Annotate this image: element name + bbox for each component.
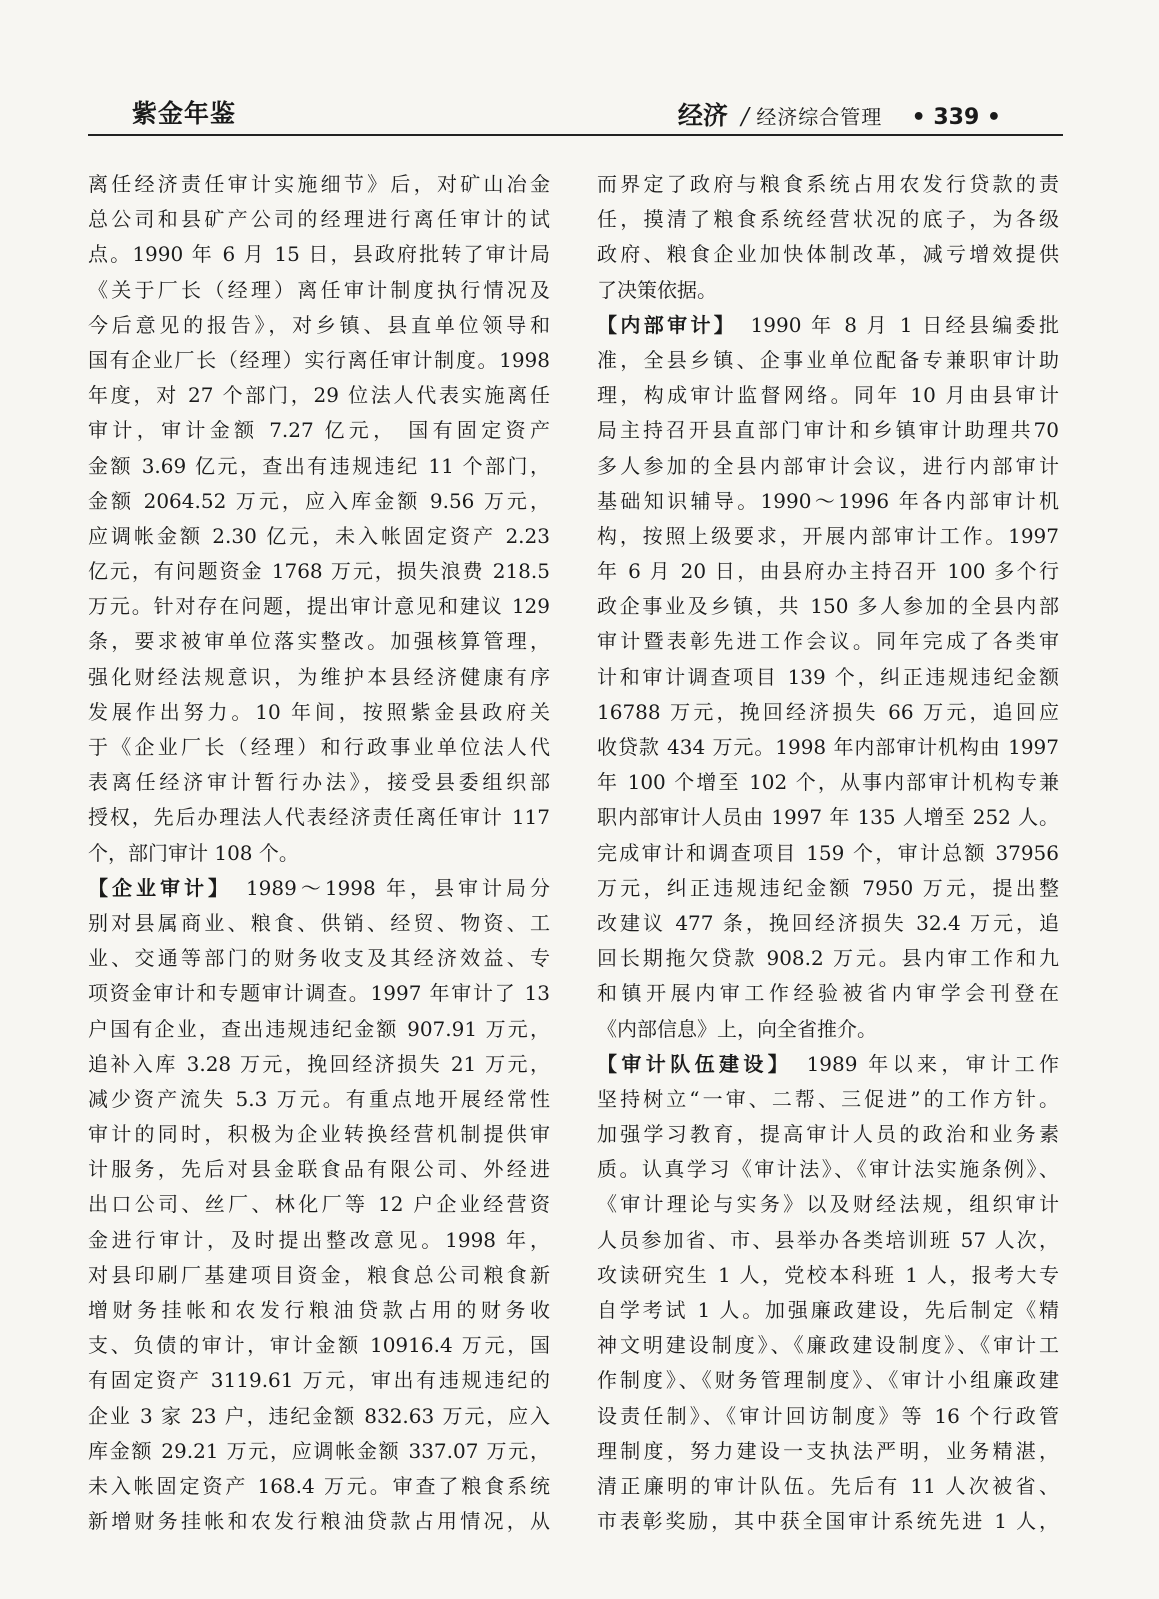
- text-line: [597, 1293, 1059, 1328]
- text-line: [88, 624, 550, 659]
- text-line: [597, 695, 1059, 730]
- line-text: 完成审计和调查项目 159 个，审计总额 37956: [597, 840, 1059, 865]
- text-line: [88, 1399, 550, 1434]
- text-line: [88, 1504, 550, 1539]
- line-text: 局主持召开县直部门审计和乡镇审计助理共70: [597, 418, 1059, 443]
- line-text: 1990 年 8 月 1 日经县编委批: [727, 312, 1059, 337]
- section-name: 经济: [677, 101, 728, 130]
- line-text: 业、交通等部门的财务收支及其经济效益、专: [88, 946, 550, 971]
- text-line: [597, 1047, 1059, 1082]
- text-line: [88, 237, 550, 272]
- text-line: [597, 800, 1059, 835]
- line-text: 条，要求被审单位落实整改。加强核算管理，: [88, 629, 550, 654]
- line-text: 基础知识辅导。1990～1996 年各内部审计机: [597, 488, 1059, 513]
- text-line: [597, 941, 1059, 976]
- line-text: 市表彰奖励，其中获全国审计系统先进 1 人，: [597, 1509, 1059, 1534]
- text-line: [597, 167, 1059, 202]
- text-line: [88, 871, 550, 906]
- line-text: 和镇开展内审工作经验被省内审学会刊登在: [597, 981, 1059, 1006]
- line-text: 理，构成审计监督网络。同年 10 月由县审计: [597, 383, 1059, 408]
- line-text: 作制度》、《财务管理制度》、《审计小组廉政建: [597, 1368, 1059, 1393]
- line-text: 计和审计调查项目 139 个，纠正违规违纪金额: [597, 664, 1059, 689]
- line-text: 金进行审计，及时提出整改意见。1998 年，: [88, 1227, 550, 1252]
- text-line: [88, 413, 550, 448]
- section-separator: /: [741, 104, 749, 130]
- text-line: [597, 660, 1059, 695]
- line-text: 企业 3 家 23 户，违纪金额 832.63 万元，应入: [88, 1403, 550, 1428]
- text-line: [597, 1117, 1059, 1152]
- subsection-name: 经济综合管理: [756, 105, 883, 129]
- line-text: 计服务，先后对县金联食品有限公司、外经进: [88, 1157, 550, 1182]
- line-text: 加强学习教育，提高审计人员的政治和业务素: [597, 1122, 1059, 1147]
- line-text: 任，摸清了粮食系统经营状况的底子，为各级: [597, 207, 1059, 232]
- line-text: 追补入库 3.28 万元，挽回经济损失 21 万元，: [88, 1051, 550, 1076]
- text-line: [88, 1258, 550, 1293]
- text-line: [88, 308, 550, 343]
- line-text: 政府、粮食企业加快体制改革，减亏增效提供: [597, 242, 1059, 267]
- line-text: 亿元，有问题资金 1768 万元，损失浪费 218.5: [88, 559, 550, 584]
- text-line: [88, 167, 550, 202]
- line-text: 有固定资产 3119.61 万元，审出有违规违纪的: [88, 1368, 550, 1393]
- line-text: 离任经济责任审计实施细节》后，对矿山冶金: [88, 172, 550, 196]
- line-text: 质。认真学习《审计法》、《审计法实施条例》、: [597, 1157, 1059, 1182]
- text-line: [597, 765, 1059, 800]
- line-text: 《关于厂长（经理）离任审计制度执行情况及: [88, 277, 550, 302]
- text-line: [597, 730, 1059, 765]
- line-text: 点。1990 年 6 月 15 日，县政府批转了审计局: [88, 242, 550, 267]
- header-rule: [88, 134, 1063, 136]
- section-heading: 【企业审计】: [88, 875, 222, 900]
- text-line: [597, 1328, 1059, 1363]
- line-text: 理制度，努力建设一支执法严明，业务精湛，: [597, 1438, 1059, 1463]
- text-line: [88, 343, 550, 378]
- line-text: 坚持树立“一审、二帮、三促进”的工作方针。: [597, 1086, 1059, 1111]
- line-text: 发展作出努力。10 年间，按照紫金县政府关: [88, 699, 550, 724]
- line-text: 出口公司、丝厂、林化厂等 12 户企业经营资: [88, 1192, 550, 1217]
- book-title: 紫金年鉴: [132, 99, 237, 128]
- text-line: [597, 273, 1059, 308]
- line-text: 收贷款 434 万元。1998 年内部审计机构由 1997: [597, 735, 1059, 759]
- running-header: [88, 90, 1063, 134]
- line-text: 项资金审计和专题审计调查。1997 年审计了 13: [88, 981, 550, 1006]
- text-line: [597, 1469, 1059, 1504]
- text-line: [597, 554, 1059, 589]
- line-text: 个，部门审计 108 个。: [88, 840, 299, 865]
- text-line: [88, 906, 550, 941]
- line-text: 增财务挂帐和农发行粮油贷款占用的财务收: [88, 1298, 550, 1322]
- text-line: [88, 1328, 550, 1363]
- line-text: 未入帐固定资产 168.4 万元。审查了粮食系统: [88, 1473, 550, 1498]
- line-text: 多人参加的全县内部审计会议，进行内部审计: [597, 453, 1059, 478]
- line-text: 1989 年以来，审计工作: [782, 1051, 1059, 1076]
- text-line: [88, 1434, 550, 1469]
- line-text: 总公司和县矿产公司的经理进行离任审计的试: [88, 207, 550, 232]
- line-text: 别对县属商业、粮食、供销、经贸、物资、工: [88, 910, 550, 935]
- text-line: [88, 1152, 550, 1187]
- line-text: 库金额 29.21 万元，应调帐金额 337.07 万元，: [88, 1438, 550, 1463]
- line-text: 国有企业厂长（经理）实行离任审计制度。1998: [88, 347, 550, 372]
- text-line: [597, 202, 1059, 237]
- text-line: [88, 449, 550, 484]
- section-heading: 【内部审计】: [597, 312, 728, 337]
- text-line: [597, 413, 1059, 448]
- page-number: • 339 •: [911, 105, 1001, 130]
- line-text: 万元。针对存在问题，提出审计意见和建议 129: [88, 594, 550, 619]
- line-text: 16788 万元，挽回经济损失 66 万元，追回应: [597, 699, 1059, 724]
- right-column: [597, 167, 1059, 1539]
- line-text: 职内部审计人员由 1997 年 135 人增至 252 人。: [597, 805, 1059, 830]
- line-text: 改建议 477 条，挽回经济损失 32.4 万元，追: [597, 910, 1059, 935]
- text-line: [597, 1399, 1059, 1434]
- line-text: 神文明建设制度》、《廉政建设制度》、《审计工: [597, 1333, 1059, 1358]
- line-text: 万元，纠正违规违纪金额 7950 万元，提出整: [597, 875, 1059, 900]
- text-line: [88, 1187, 550, 1222]
- line-text: 户国有企业，查出违规违纪金额 907.91 万元，: [88, 1016, 550, 1041]
- text-line: [597, 836, 1059, 871]
- text-line: [597, 1012, 1059, 1047]
- section-title: [678, 96, 1001, 132]
- line-text: 年 6 月 20 日，由县府办主持召开 100 多个行: [597, 559, 1059, 584]
- line-text: 金额 3.69 亿元，查出有违规违纪 11 个部门，: [88, 453, 550, 478]
- line-text: 应调帐金额 2.30 亿元，未入帐固定资产 2.23: [88, 523, 550, 548]
- text-line: [597, 1082, 1059, 1117]
- line-text: 减少资产流失 5.3 万元。有重点地开展经常性: [88, 1086, 550, 1111]
- text-line: [597, 976, 1059, 1011]
- text-line: [88, 1117, 550, 1152]
- text-line: [597, 1363, 1059, 1398]
- text-line: [88, 1012, 550, 1047]
- text-line: [88, 1223, 550, 1258]
- text-line: [88, 1082, 550, 1117]
- text-line: [88, 695, 550, 730]
- line-text: 年度，对 27 个部门，29 位法人代表实施离任: [88, 383, 550, 408]
- text-line: [88, 273, 550, 308]
- text-line: [597, 1258, 1059, 1293]
- line-text: 于《企业厂长（经理）和行政事业单位法人代: [88, 735, 550, 759]
- text-line: [597, 343, 1059, 378]
- line-text: 审计的同时，积极为企业转换经营机制提供审: [88, 1122, 550, 1147]
- line-text: 授权，先后办理法人代表经济责任离任审计 117: [88, 805, 550, 830]
- text-line: [88, 519, 550, 554]
- line-text: 年 100 个增至 102 个，从事内部审计机构专兼: [597, 770, 1059, 795]
- line-text: 清正廉明的审计队伍。先后有 11 人次被省、: [597, 1473, 1059, 1498]
- line-text: 审计，审计金额 7.27 亿元， 国有固定资产: [88, 418, 550, 443]
- line-text: 人员参加省、市、县举办各类培训班 57 人次，: [597, 1227, 1059, 1252]
- line-text: 《审计理论与实务》以及财经法规，组织审计: [597, 1192, 1059, 1217]
- line-text: 回长期拖欠贷款 908.2 万元。县内审工作和九: [597, 946, 1059, 971]
- text-line: [597, 237, 1059, 272]
- left-column: [88, 167, 550, 1539]
- line-text: 而界定了政府与粮食系统占用农发行贷款的责: [597, 172, 1059, 196]
- text-line: [597, 906, 1059, 941]
- line-text: 了决策依据。: [597, 277, 717, 302]
- text-line: [88, 1047, 550, 1082]
- text-line: [597, 871, 1059, 906]
- line-text: 设责任制》、《审计回访制度》等 16 个行政管: [597, 1403, 1059, 1428]
- line-text: 1989～1998 年，县审计局分: [221, 875, 550, 900]
- line-text: 政企事业及乡镇，共 150 多人参加的全县内部: [597, 594, 1059, 619]
- text-line: [597, 589, 1059, 624]
- text-line: [88, 202, 550, 237]
- text-line: [88, 765, 550, 800]
- text-line: [597, 308, 1059, 343]
- text-line: [88, 976, 550, 1011]
- text-line: [597, 378, 1059, 413]
- text-line: [597, 1187, 1059, 1222]
- text-line: [88, 941, 550, 976]
- line-text: 新增财务挂帐和农发行粮油贷款占用情况，从: [88, 1509, 550, 1534]
- line-text: 支、负债的审计，审计金额 10916.4 万元，国: [88, 1333, 550, 1358]
- line-text: 审计暨表彰先进工作会议。同年完成了各类审: [597, 629, 1059, 654]
- text-line: [597, 1434, 1059, 1469]
- text-line: [597, 519, 1059, 554]
- text-line: [597, 1504, 1059, 1539]
- line-text: 攻读研究生 1 人，党校本科班 1 人，报考大专: [597, 1262, 1059, 1287]
- text-line: [88, 554, 550, 589]
- line-text: 构，按照上级要求，开展内部审计工作。1997: [597, 523, 1059, 548]
- text-line: [597, 449, 1059, 484]
- text-line: [597, 484, 1059, 519]
- text-line: [88, 1469, 550, 1504]
- text-line: [597, 624, 1059, 659]
- line-text: 今后意见的报告》，对乡镇、县直单位领导和: [88, 312, 550, 337]
- text-line: [88, 800, 550, 835]
- line-text: 强化财经法规意识，为维护本县经济健康有序: [88, 664, 550, 689]
- line-text: 表离任经济审计暂行办法》，接受县委组织部: [88, 770, 550, 795]
- text-line: [88, 589, 550, 624]
- text-line: [88, 730, 550, 765]
- line-text: 自学考试 1 人。加强廉政建设，先后制定《精: [597, 1298, 1059, 1322]
- line-text: 对县印刷厂基建项目资金，粮食总公司粮食新: [88, 1262, 550, 1287]
- text-line: [88, 484, 550, 519]
- text-line: [88, 1363, 550, 1398]
- text-line: [88, 836, 550, 871]
- text-line: [88, 378, 550, 413]
- line-text: 金额 2064.52 万元，应入库金额 9.56 万元，: [88, 488, 550, 513]
- text-line: [88, 660, 550, 695]
- section-heading: 【审计队伍建设】: [597, 1051, 783, 1076]
- text-line: [597, 1152, 1059, 1187]
- text-line: [88, 1293, 550, 1328]
- line-text: 《内部信息》上，向全省推介。: [597, 1016, 877, 1041]
- line-text: 准，全县乡镇、企事业单位配备专兼职审计助: [597, 347, 1059, 372]
- text-line: [597, 1223, 1059, 1258]
